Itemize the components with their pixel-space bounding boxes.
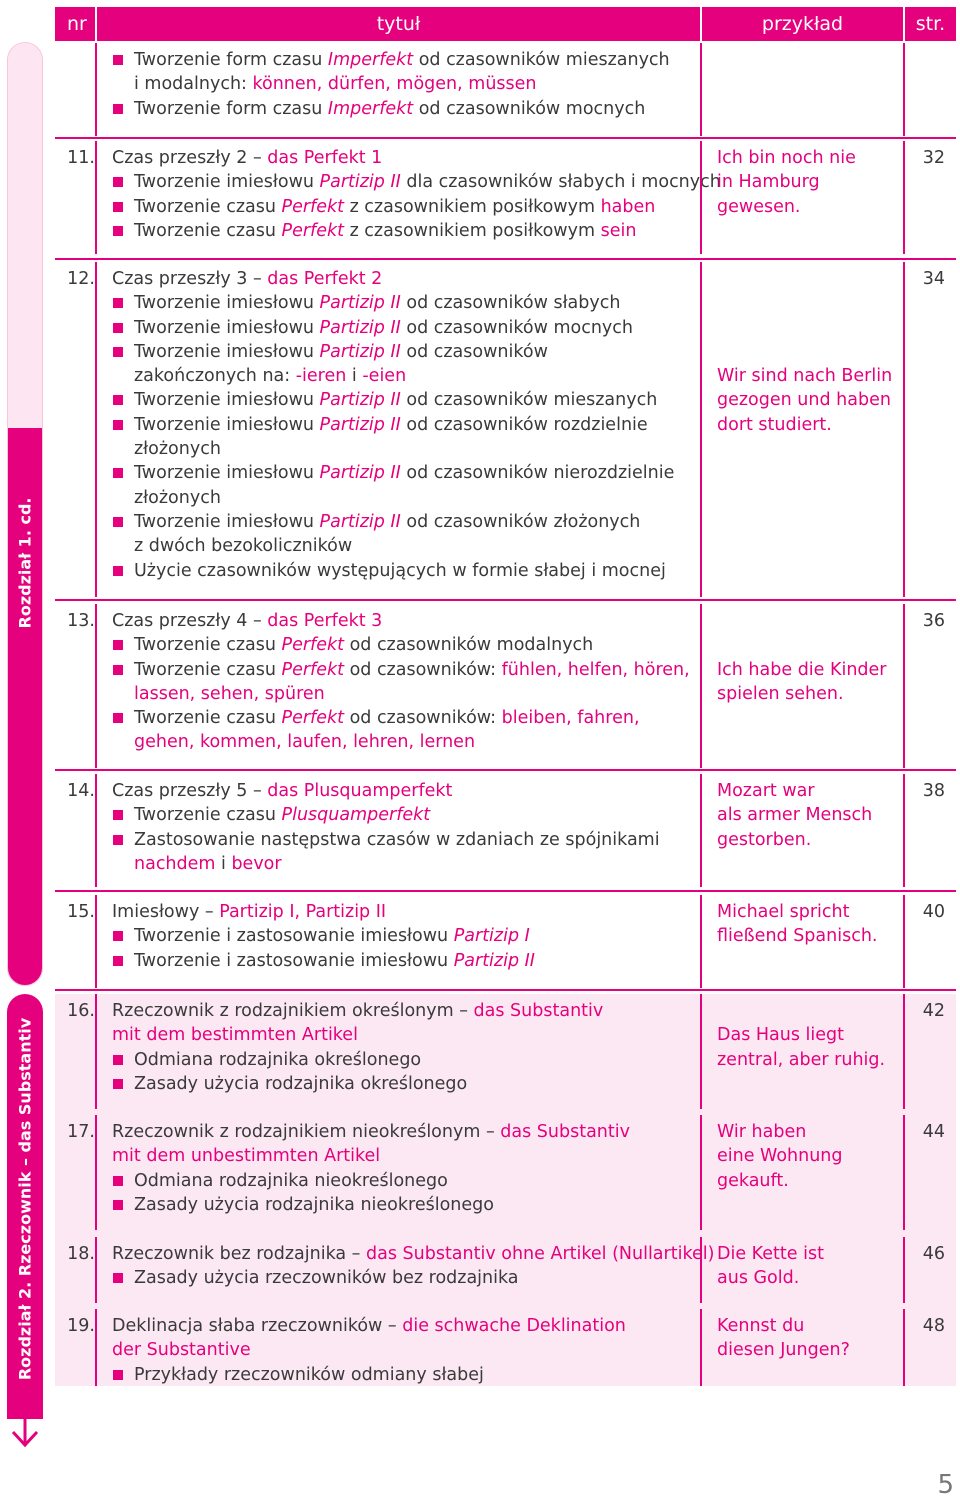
table-row — [55, 1115, 956, 1230]
example-line: gezogen und haben — [717, 390, 891, 411]
example-line: gekauft. — [717, 1170, 789, 1191]
table-row — [55, 604, 956, 768]
title-line — [112, 170, 721, 194]
table-row — [55, 774, 956, 887]
title-text: od czasowników rozdzielnie — [400, 414, 648, 435]
title-line — [112, 828, 700, 852]
title-line — [112, 1363, 700, 1387]
title-text: Zasady użycia rzeczowników bez rodzajnika — [134, 1268, 519, 1289]
row-page: 40 — [903, 895, 956, 988]
chapter1-tab-cap — [8, 43, 42, 428]
title-line — [112, 340, 700, 364]
title-text: od czasowników mieszanych — [400, 390, 658, 411]
highlight-text: Partizip II — [319, 511, 401, 532]
title-text: Zasady użycia rodzajnika określonego — [134, 1073, 468, 1094]
highlight-text: Imperfekt — [327, 50, 414, 70]
example-line: eine Wohnung — [717, 1146, 843, 1167]
header-title-cell — [97, 7, 700, 41]
row-title — [95, 895, 700, 988]
title-line — [112, 388, 700, 412]
title-text: Odmiana rodzajnika nieokreślonego — [134, 1170, 448, 1191]
row-example — [700, 262, 903, 597]
title-line — [112, 146, 700, 170]
title-line — [112, 219, 700, 243]
example-line: fließend Spanisch. — [717, 926, 878, 947]
row-example — [700, 1237, 903, 1303]
title-line — [112, 682, 700, 706]
title-text: Imiesłowy – — [112, 902, 220, 922]
table-row — [55, 1237, 956, 1303]
row-number: 14. — [67, 781, 95, 801]
row-number: 11. — [67, 148, 95, 168]
row-page: 32 — [903, 141, 956, 254]
highlight-text: Partizip II — [453, 950, 535, 971]
title-line — [112, 779, 700, 803]
highlight-text: haben — [600, 196, 656, 217]
highlight-text: lassen, sehen, spüren — [134, 683, 325, 704]
title-line — [112, 900, 700, 924]
title-text: Tworzenie form czasu — [134, 98, 328, 119]
example-line: als armer Mensch — [717, 805, 873, 826]
example-line: Kennst du — [717, 1316, 805, 1336]
title-text: Tworzenie czasu — [134, 805, 282, 826]
title-line — [112, 413, 700, 437]
title-text: i — [346, 366, 363, 387]
highlight-text: Partizip II — [319, 390, 401, 411]
title-text: z dwóch bezokoliczników — [134, 536, 353, 557]
highlight-text: das Perfekt 1 — [267, 148, 383, 168]
title-text: Tworzenie i zastosowanie imiesłowu — [134, 926, 454, 947]
highlight-text: Perfekt — [281, 659, 344, 680]
highlight-text: Partizip II — [319, 463, 401, 484]
row-divider — [55, 258, 956, 260]
example-line: Ich habe die Kinder — [717, 659, 887, 680]
title-text: Tworzenie imiesłowu — [134, 317, 320, 338]
title-text: złożonych — [134, 487, 221, 508]
table-row — [55, 994, 956, 1109]
title-line — [112, 1023, 700, 1047]
row-title — [95, 141, 721, 254]
highlight-text: gehen, kommen, laufen, lehren, lernen — [134, 732, 476, 753]
title-text: Tworzenie czasu — [134, 220, 282, 241]
highlight-text: Perfekt — [281, 220, 344, 241]
title-line — [112, 1338, 700, 1362]
title-line — [112, 1120, 700, 1144]
title-line — [112, 1072, 700, 1096]
title-line — [112, 852, 700, 876]
row-example — [700, 895, 903, 988]
highlight-text: bevor — [231, 853, 282, 874]
title-text: od czasowników mocnych — [400, 317, 633, 338]
title-line — [112, 510, 700, 534]
row-page: 48 — [903, 1309, 956, 1386]
title-text: i modalnych: — [134, 74, 253, 95]
title-text: Czas przeszły 4 – — [112, 611, 268, 631]
title-line — [112, 633, 700, 657]
example-line: Wir haben — [717, 1122, 807, 1142]
row-page: 34 — [903, 262, 956, 597]
title-line — [112, 195, 700, 219]
row-example — [700, 1309, 903, 1386]
title-line — [112, 999, 700, 1023]
row-title — [95, 1309, 700, 1386]
row-divider — [55, 769, 956, 771]
title-line — [112, 291, 700, 315]
chapter2-tab — [7, 994, 43, 1419]
table-row — [55, 262, 956, 597]
title-text: Tworzenie czasu — [134, 196, 282, 217]
header-page-cell — [905, 7, 956, 41]
highlight-text: mit dem bestimmten Artikel — [112, 1025, 358, 1046]
table-row — [55, 43, 956, 136]
title-line — [112, 437, 700, 461]
header-example-cell — [702, 7, 903, 41]
row-divider — [55, 890, 956, 892]
example-line: Mozart war — [717, 781, 815, 801]
title-text: z czasownikiem posiłkowym — [344, 220, 601, 241]
highlight-text: Imperfekt — [327, 98, 414, 119]
table-row — [55, 1309, 956, 1386]
title-line — [112, 1169, 700, 1193]
row-page: 46 — [903, 1237, 956, 1303]
row-number: 18. — [67, 1244, 95, 1264]
row-example — [700, 774, 903, 887]
title-text: Tworzenie i zastosowanie imiesłowu — [134, 950, 454, 971]
example-line: Das Haus liegt — [717, 1025, 844, 1046]
example-line: in Hamburg — [717, 172, 820, 193]
highlight-text: mit dem unbestimmten Artikel — [112, 1146, 381, 1167]
highlight-text: Perfekt — [281, 708, 344, 729]
title-text: Czas przeszły 5 – — [112, 781, 268, 801]
highlight-text: bleiben, fahren, — [501, 708, 640, 729]
title-text: od czasowników — [400, 341, 548, 362]
title-text: od czasowników modalnych — [344, 635, 594, 656]
row-title — [95, 994, 700, 1109]
chapter1-tab-label: Rozdział 1. cd. — [15, 497, 35, 629]
title-text: Rzeczownik z rodzajnikiem określonym – — [112, 1001, 474, 1021]
highlight-text: das Perfekt 3 — [267, 611, 383, 631]
highlight-text: Partizip II — [319, 341, 401, 362]
title-text: od czasowników złożonych — [400, 511, 641, 532]
row-title — [95, 43, 700, 136]
title-line — [112, 97, 700, 121]
row-title — [95, 774, 700, 887]
row-number — [55, 43, 95, 136]
title-text: Tworzenie form czasu — [134, 50, 328, 70]
highlight-text: Perfekt — [281, 196, 344, 217]
highlight-text: Partizip II — [319, 414, 401, 435]
title-text: Przykłady rzeczowników odmiany słabej — [134, 1364, 484, 1385]
example-line: Wir sind nach Berlin — [717, 366, 893, 387]
chapter1-tab — [7, 42, 43, 986]
title-text: Tworzenie czasu — [134, 635, 282, 656]
row-number: 16. — [67, 1001, 95, 1021]
row-title — [95, 604, 700, 768]
title-text: dla czasowników słabych i mocnych — [400, 172, 721, 193]
title-text: od czasowników: — [344, 708, 502, 729]
title-text: od czasowników mieszanych — [413, 50, 670, 70]
example-line: gestorben. — [717, 829, 812, 850]
title-text: Rzeczownik bez rodzajnika – — [112, 1244, 366, 1264]
title-text: od czasowników mocnych — [413, 98, 646, 119]
title-line — [112, 1314, 700, 1338]
title-text: Odmiana rodzajnika określonego — [134, 1049, 422, 1070]
row-example — [700, 43, 903, 136]
example-line: aus Gold. — [717, 1268, 800, 1289]
title-line — [112, 364, 700, 388]
highlight-text: das Substantiv — [500, 1122, 630, 1142]
title-text: Zasady użycia rodzajnika nieokreślonego — [134, 1194, 494, 1215]
title-line — [112, 706, 700, 730]
title-text: Deklinacja słaba rzeczowników – — [112, 1316, 403, 1336]
example-line: diesen Jungen? — [717, 1340, 850, 1361]
title-line — [112, 658, 700, 682]
title-text: Zastosowanie następstwa czasów w zdaniach ze spójnikami — [134, 829, 660, 850]
row-page: 38 — [903, 774, 956, 887]
arrow-down-icon — [5, 1414, 45, 1450]
title-text: Tworzenie czasu — [134, 659, 282, 680]
row-number: 19. — [67, 1316, 95, 1336]
row-example — [700, 994, 903, 1109]
row-example — [700, 1115, 903, 1230]
title-line — [112, 48, 700, 72]
title-line — [112, 924, 700, 948]
title-text: i — [215, 853, 232, 874]
title-text: Tworzenie imiesłowu — [134, 293, 320, 314]
highlight-text: das Perfekt 2 — [267, 269, 383, 289]
header-nr-cell — [55, 7, 95, 41]
title-line — [112, 803, 700, 827]
highlight-text: können, dürfen, mögen, müssen — [252, 74, 537, 95]
title-line — [112, 609, 700, 633]
row-page: 36 — [903, 604, 956, 768]
title-line — [112, 730, 700, 754]
title-line — [112, 949, 700, 973]
row-divider — [55, 137, 956, 139]
row-example — [700, 604, 903, 768]
title-text: Tworzenie imiesłowu — [134, 172, 320, 193]
row-number: 17. — [67, 1122, 95, 1142]
title-text: Tworzenie imiesłowu — [134, 390, 320, 411]
row-page — [903, 43, 956, 136]
example-line: dort studiert. — [717, 414, 832, 435]
chapter2-tab-label: Rozdział 2. Rzeczownik – das Substantiv — [15, 1017, 35, 1381]
title-text: zakończonych na: — [134, 366, 296, 387]
title-text: Tworzenie czasu — [134, 708, 282, 729]
title-text: Tworzenie imiesłowu — [134, 463, 320, 484]
title-text: Użycie czasowników występujących w formie słabej i mocnej — [134, 560, 666, 581]
row-page: 44 — [903, 1115, 956, 1230]
highlight-text: Partizip II — [319, 172, 401, 193]
page-number: 5 — [937, 1470, 954, 1500]
header-nr: nr — [67, 13, 87, 35]
header-example: przykład — [761, 13, 844, 35]
title-line — [112, 559, 700, 583]
header-title: tytuł — [376, 13, 421, 35]
title-text: Tworzenie imiesłowu — [134, 511, 320, 532]
row-title — [95, 1115, 700, 1230]
highlight-text: Plusquamperfekt — [281, 805, 431, 826]
highlight-text: Partizip I, Partizip II — [219, 902, 387, 922]
row-divider — [55, 989, 956, 991]
row-number: 15. — [67, 902, 95, 922]
title-text: Tworzenie imiesłowu — [134, 414, 320, 435]
highlight-text: sein — [600, 220, 637, 241]
highlight-text: -ieren — [295, 366, 347, 387]
highlight-text: Partizip II — [319, 317, 401, 338]
highlight-text: nachdem — [134, 853, 216, 874]
title-line — [112, 267, 700, 291]
example-line: Ich bin noch nie — [717, 148, 856, 168]
title-line — [112, 534, 700, 558]
row-number: 12. — [67, 269, 95, 289]
title-line — [112, 72, 700, 96]
example-line: spielen sehen. — [717, 683, 844, 704]
row-example — [700, 141, 903, 254]
table-row — [55, 141, 956, 254]
title-text: od czasowników słabych — [400, 293, 621, 314]
highlight-text: fühlen, helfen, hören, — [501, 659, 690, 680]
highlight-text: Partizip II — [319, 293, 401, 314]
highlight-text: Partizip I — [453, 926, 530, 947]
title-text: Czas przeszły 3 – — [112, 269, 268, 289]
example-line: Michael spricht — [717, 902, 850, 922]
title-text: Tworzenie imiesłowu — [134, 341, 320, 362]
title-line — [112, 1266, 700, 1290]
example-line: zentral, aber ruhig. — [717, 1049, 886, 1070]
highlight-text: Perfekt — [281, 635, 344, 656]
title-line — [112, 461, 700, 485]
highlight-text: -eien — [362, 366, 407, 387]
row-title — [95, 1237, 715, 1303]
title-line — [112, 1242, 715, 1266]
header-page: str. — [915, 13, 946, 35]
title-line — [112, 1193, 700, 1217]
title-text: z czasownikiem posiłkowym — [344, 196, 601, 217]
title-line — [112, 1048, 700, 1072]
highlight-text: die schwache Deklination — [402, 1316, 626, 1336]
title-line — [112, 1144, 700, 1168]
title-text: od czasowników nierozdzielnie — [400, 463, 675, 484]
highlight-text: der Substantive — [112, 1340, 251, 1361]
example-line: gewesen. — [717, 196, 801, 217]
row-divider — [55, 599, 956, 601]
table-row — [55, 895, 956, 988]
title-text: Rzeczownik z rodzajnikiem nieokreślonym – — [112, 1122, 501, 1142]
row-number: 13. — [67, 611, 95, 631]
title-line — [112, 486, 700, 510]
title-line — [112, 316, 700, 340]
example-line: Die Kette ist — [717, 1244, 824, 1264]
highlight-text: das Substantiv ohne Artikel (Nullartikel) — [366, 1244, 715, 1264]
title-text: od czasowników: — [344, 659, 502, 680]
row-page: 42 — [903, 994, 956, 1109]
highlight-text: das Substantiv — [473, 1001, 604, 1021]
row-title — [95, 262, 700, 597]
title-text: Czas przeszły 2 – — [112, 148, 268, 168]
title-text: złożonych — [134, 439, 221, 460]
highlight-text: das Plusquamperfekt — [267, 781, 453, 801]
